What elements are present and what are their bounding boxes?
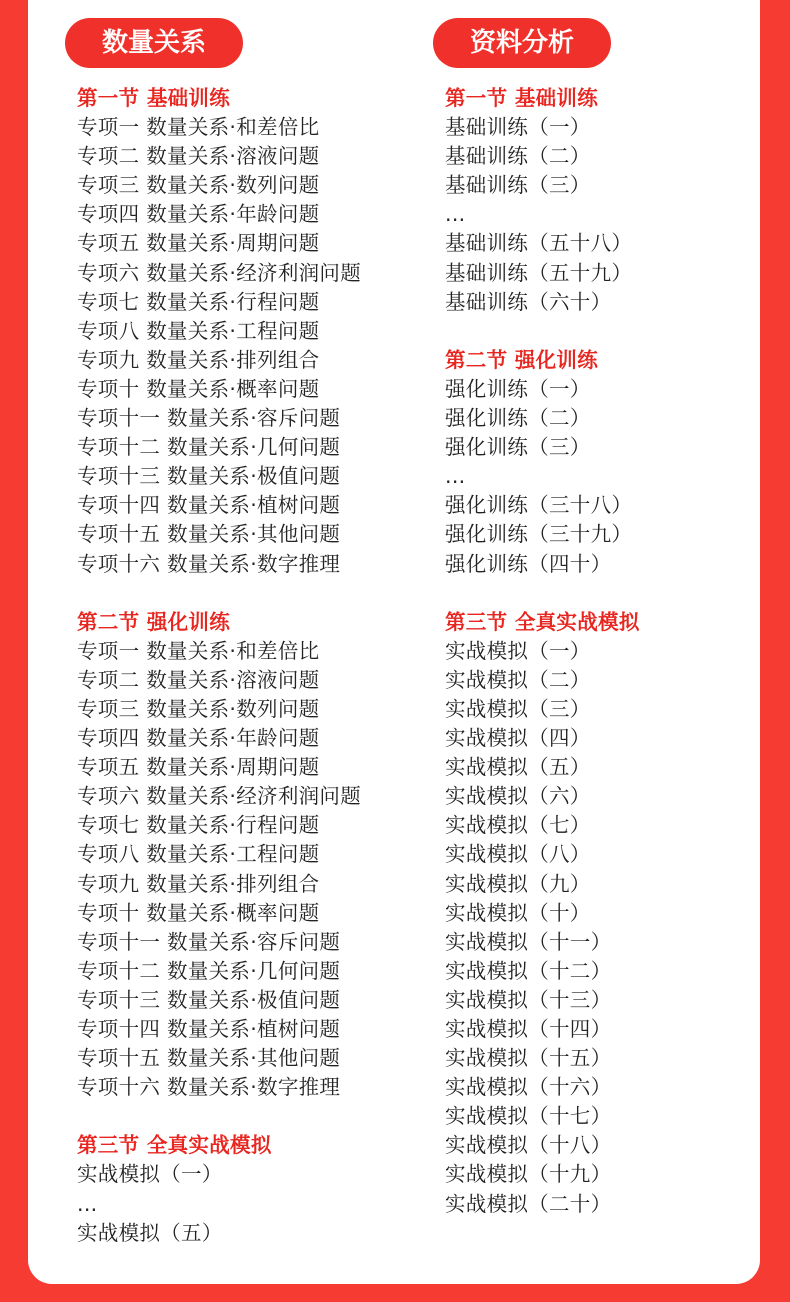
list-item: 专项六 数量关系·经济利润问题 <box>77 260 362 285</box>
list-item: 基础训练（一） <box>445 115 591 140</box>
list-item: 实战模拟（五） <box>445 755 591 780</box>
list-item: 专项十二 数量关系·几何问题 <box>77 435 341 460</box>
list-item: 专项五 数量关系·周期问题 <box>77 755 320 780</box>
list-item: 专项十一 数量关系·容斥问题 <box>77 406 341 431</box>
list-item: 专项二 数量关系·溶液问题 <box>77 667 320 692</box>
list-item: 专项十 数量关系·概率问题 <box>77 900 320 925</box>
list-item: 专项十一 数量关系·容斥问题 <box>77 929 341 954</box>
list-item: ... <box>445 202 466 227</box>
list-item: 专项五 数量关系·周期问题 <box>77 231 320 256</box>
list-item: 专项六 数量关系·经济利润问题 <box>77 784 362 809</box>
right-header-badge: 资料分析 <box>433 18 611 68</box>
list-item: 实战模拟（七） <box>445 813 591 838</box>
list-item: 实战模拟（十三） <box>445 987 612 1012</box>
list-item: 专项三 数量关系·数列问题 <box>77 173 320 198</box>
list-item: ... <box>445 464 466 489</box>
list-item: 基础训练（五十九） <box>445 260 633 285</box>
section-title: 第三节 全真实战模拟 <box>445 609 640 634</box>
list-item: 专项十二 数量关系·几何问题 <box>77 958 341 983</box>
list-item: 强化训练（三十九） <box>445 522 633 547</box>
list-item: 专项十 数量关系·概率问题 <box>77 376 320 401</box>
list-item: 专项七 数量关系·行程问题 <box>77 813 320 838</box>
list-item: 专项十六 数量关系·数字推理 <box>77 551 341 576</box>
list-item: 专项十四 数量关系·植树问题 <box>77 1017 341 1041</box>
list-item: 专项一 数量关系·和差倍比 <box>77 638 320 663</box>
list-item: 专项八 数量关系·工程问题 <box>77 318 320 343</box>
list-item: 基础训练（二） <box>445 144 591 169</box>
list-item: 强化训练（四十） <box>445 551 612 576</box>
list-item: 实战模拟（十九） <box>445 1162 612 1187</box>
list-item: 专项三 数量关系·数列问题 <box>77 696 320 721</box>
list-item: 强化训练（三） <box>445 435 591 460</box>
list-item: 实战模拟（三） <box>445 696 591 721</box>
list-item: 实战模拟（四） <box>445 726 591 751</box>
list-item: 实战模拟（十） <box>445 900 591 925</box>
list-item: 实战模拟（十八） <box>445 1133 612 1158</box>
right-column <box>445 84 640 1219</box>
list-item: 实战模拟（八） <box>445 842 591 867</box>
list-item: 专项四 数量关系·年龄问题 <box>77 726 320 751</box>
list-item: 实战模拟（十二） <box>445 958 612 983</box>
list-item: ... <box>77 1191 98 1216</box>
list-item: 实战模拟（二） <box>445 667 591 692</box>
section-gap <box>77 579 361 608</box>
list-item: 专项四 数量关系·年龄问题 <box>77 202 320 227</box>
list-item: 实战模拟（一） <box>77 1162 223 1187</box>
list-item: 专项八 数量关系·工程问题 <box>77 842 320 867</box>
list-item: 实战模拟（二十） <box>445 1191 612 1216</box>
section-gap <box>445 579 640 608</box>
list-item: 基础训练（三） <box>445 173 591 198</box>
list-item: 基础训练（六十） <box>445 289 612 314</box>
list-item: 专项七 数量关系·行程问题 <box>77 289 320 314</box>
section-title: 第二节 强化训练 <box>445 347 599 372</box>
list-item: 实战模拟（一） <box>445 638 591 663</box>
list-item: 实战模拟（九） <box>445 871 591 896</box>
section-gap <box>445 317 640 346</box>
section-title: 第一节 基础训练 <box>445 86 599 110</box>
list-item: 实战模拟（十一） <box>445 929 612 954</box>
section-title: 第二节 强化训练 <box>77 609 231 634</box>
list-item: 基础训练（五十八） <box>445 231 633 256</box>
list-item: 强化训练（二） <box>445 406 591 431</box>
list-item: 专项十三 数量关系·极值问题 <box>77 987 341 1012</box>
list-item: 实战模拟（十四） <box>445 1017 612 1041</box>
list-item: 实战模拟（十七） <box>445 1104 612 1129</box>
left-header-badge: 数量关系 <box>65 18 243 68</box>
section-title: 第一节 基础训练 <box>77 86 231 110</box>
left-column <box>77 84 361 1248</box>
list-item: 专项九 数量关系·排列组合 <box>77 871 320 896</box>
list-item: 强化训练（一） <box>445 376 591 401</box>
list-item: 实战模拟（五） <box>77 1220 223 1245</box>
list-item: 专项九 数量关系·排列组合 <box>77 347 320 372</box>
list-item: 专项十五 数量关系·其他问题 <box>77 1046 341 1071</box>
list-item: 专项十四 数量关系·植树问题 <box>77 493 341 518</box>
list-item: 专项十五 数量关系·其他问题 <box>77 522 341 547</box>
list-item: 实战模拟（十五） <box>445 1046 612 1071</box>
list-item: 强化训练（三十八） <box>445 493 633 518</box>
list-item: 实战模拟（十六） <box>445 1075 612 1100</box>
content-card <box>28 0 760 1284</box>
section-title: 第三节 全真实战模拟 <box>77 1133 272 1158</box>
list-item: 专项二 数量关系·溶液问题 <box>77 144 320 169</box>
list-item: 实战模拟（六） <box>445 784 591 809</box>
list-item: 专项一 数量关系·和差倍比 <box>77 115 320 140</box>
section-gap <box>77 1102 361 1131</box>
list-item: 专项十六 数量关系·数字推理 <box>77 1075 341 1100</box>
list-item: 专项十三 数量关系·极值问题 <box>77 464 341 489</box>
